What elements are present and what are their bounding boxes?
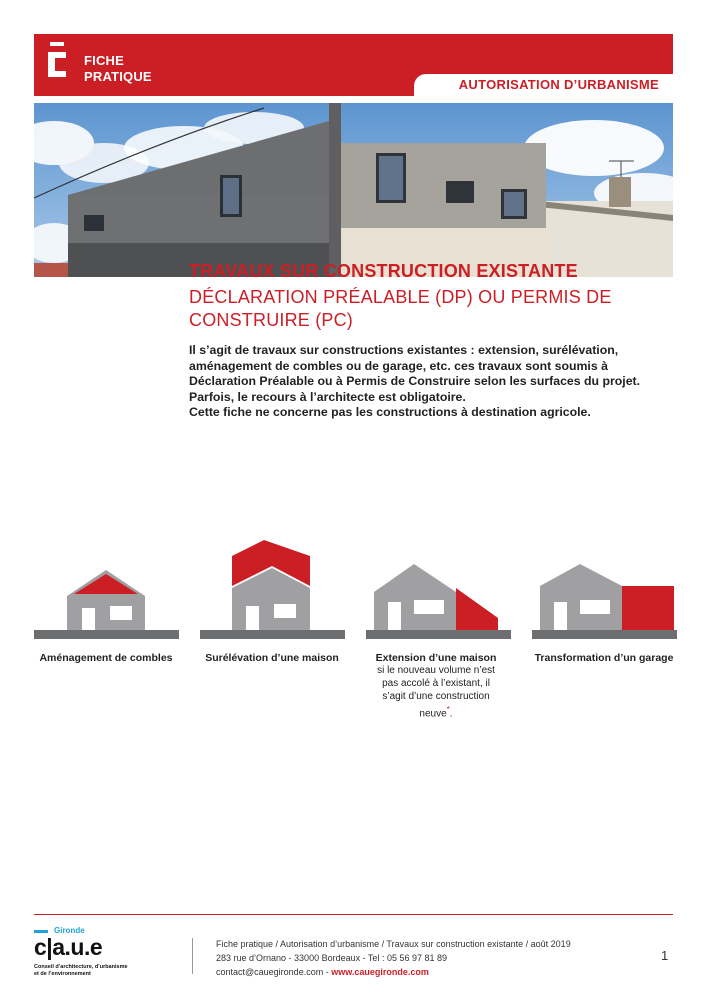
doc-kind-line-2: PRATIQUE — [84, 69, 152, 84]
footer-info: Fiche pratique / Autorisation d’urbanisme / Travaux sur construction existante / août 2019 283 rue d’Ornano - 33000 Bordeaux - Tel : 05 56 97 81 89 contact@cauegironde.com - www.cauegironde.com — [216, 939, 571, 977]
brand-tagline-1: Conseil d’architecture, d’urbanisme — [34, 964, 128, 970]
footer-rule — [34, 914, 673, 915]
caption-attic — [26, 652, 186, 664]
caption-title: Surélévation d’une maison — [205, 652, 339, 664]
doc-kind-line-1: FICHE — [84, 53, 124, 68]
brand-region: Gironde — [54, 926, 85, 935]
caption-garage — [524, 652, 684, 664]
building-photo — [34, 103, 673, 277]
caption-raising — [192, 652, 352, 664]
house-extension-icon — [366, 530, 511, 645]
intro-line: Cette fiche ne concerne pas les constructions à destination agricole. — [189, 405, 591, 419]
caption-note: si le nouveau volume n’est pas accolé à l’existant, il s’agit d’une construction neuve*. — [377, 665, 495, 720]
caption-title: Transformation d’un garage — [534, 652, 674, 664]
header-bar — [34, 34, 673, 96]
title-sub-line-2: CONSTRUIRE (PC) — [189, 310, 353, 330]
category-tab — [414, 74, 673, 96]
category-label: AUTORISATION D’URBANISME — [458, 77, 659, 92]
caue-c-logo-icon — [44, 42, 70, 78]
brand-name: c|a.u.e — [34, 934, 103, 960]
title-sub — [189, 286, 659, 332]
page-number: 1 — [661, 948, 669, 963]
intro-line: Il s’agit de travaux sur constructions existantes : extension, surélévation, — [189, 343, 619, 357]
intro-line: Parfois, le recours à l’architecte est obligatoire. — [189, 389, 466, 404]
footer-separator — [192, 938, 193, 974]
footnote-mark: * — [446, 705, 450, 714]
caption-title: Extension d’une maison — [375, 652, 497, 664]
attic-conversion-icon — [34, 530, 179, 645]
footer-breadcrumb: Fiche pratique / Autorisation d’urbanisme / Travaux sur construction existante / août 2019 — [216, 939, 571, 949]
title-sub-line-1: DÉCLARATION PRÉALABLE (DP) OU PERMIS DE — [189, 287, 612, 307]
garage-conversion-icon — [532, 530, 677, 645]
intro-line: Déclaration Préalable ou à Permis de Construire selon les surfaces du projet. — [189, 374, 641, 388]
caption-title: Aménagement de combles — [39, 652, 173, 664]
brand-tagline-2: et de l’environnement — [34, 971, 91, 977]
intro-line: aménagement de combles ou de garage, etc. ces travaux sont soumis à — [189, 358, 608, 373]
house-raising-icon — [200, 530, 345, 645]
caue-gironde-logo — [34, 926, 184, 986]
footer-address: 283 rue d’Ornano - 33000 Bordeaux - Tel : 05 56 97 81 89 — [216, 953, 447, 963]
title-main: TRAVAUX SUR CONSTRUCTION EXISTANTE — [189, 261, 578, 281]
caption-extension — [356, 652, 516, 720]
footer-website-link[interactable]: www.cauegironde.com — [331, 967, 429, 977]
footer-email[interactable]: contact@cauegironde.com — [216, 967, 324, 977]
intro-text — [189, 343, 669, 421]
